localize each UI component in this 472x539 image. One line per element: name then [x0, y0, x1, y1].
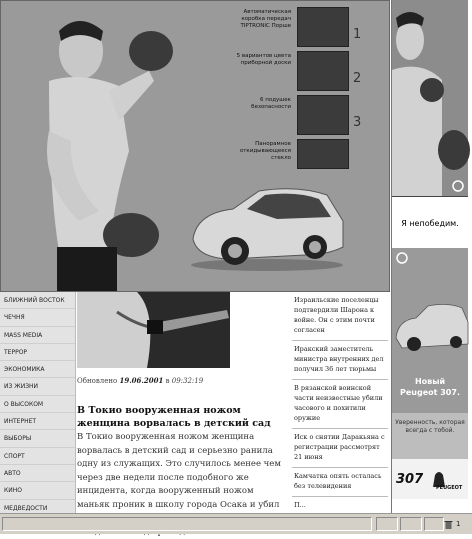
news-item[interactable]: П...	[292, 497, 388, 516]
article-photo[interactable]	[77, 292, 230, 368]
feature-thumbnail	[297, 95, 349, 135]
feature-item[interactable]: Автоматическая коробка передач TIPTRONIC Порше 1	[231, 5, 381, 49]
news-item[interactable]: Камчатка опять осталась без телевидения	[292, 468, 388, 497]
feature-item[interactable]: 5 вариантов цвета приборной доски 2	[231, 49, 381, 93]
ad-model-name: Новый Peugeot 307.	[400, 377, 460, 397]
boxer-side-image	[392, 0, 468, 196]
main-article	[77, 292, 287, 513]
section-nav	[0, 292, 76, 513]
boxer-image	[19, 11, 169, 291]
trash-icon	[444, 520, 453, 529]
article-time: 09:32:19	[171, 377, 204, 385]
feature-thumbnail	[297, 139, 349, 169]
feature-item[interactable]: 6 подушек безопасности 3	[231, 93, 381, 137]
side-banner-ad[interactable]	[391, 0, 468, 513]
feature-thumbnail	[297, 51, 349, 91]
article-date: 19.06.2001	[119, 376, 164, 385]
nav-item[interactable]: MASS MEDIA	[0, 327, 75, 344]
status-bar	[0, 513, 472, 534]
feature-item[interactable]: Панорамное откидывающееся стекло	[231, 137, 381, 181]
logo-text: 307	[396, 471, 424, 487]
ad-brand: PEUGEOT	[436, 485, 463, 491]
ad-logo	[392, 459, 468, 499]
article-body: В Токио вооруженная ножом женщина ворвалась в детский сад и серьезно ранила одну из служащих. Это случилось менее чем через две недели после подобного же инцидента, когда вооруженный ножом маньяк проник в школу города Осака и убил	[77, 432, 281, 510]
boxer-side-graphic	[392, 0, 468, 196]
nav-item[interactable]: ВЫБОРЫ	[0, 430, 75, 447]
article-photo-graphic	[77, 292, 230, 368]
ad-tagline: Уверенность, которая всегда с тобой.	[392, 413, 468, 459]
ad-slogan: Я непобедим.	[392, 196, 468, 249]
car-image	[187, 181, 349, 273]
nav-item[interactable]: ИНТЕРНЕТ	[0, 413, 75, 430]
nav-item[interactable]: О ВЫСОКОМ	[0, 396, 75, 413]
article-meta: Обновлено 19.06.2001 в 09:32:19	[77, 376, 204, 385]
news-item[interactable]: Иск о снятии Даракьяна с регистрации рассмотрят 21 июня	[292, 429, 388, 468]
nav-item[interactable]: МЕДВЕДОСТИ	[0, 500, 75, 517]
status-well	[424, 517, 444, 531]
nav-item[interactable]: ЭКОНОМИКА	[0, 361, 75, 378]
feature-thumbnail	[297, 7, 349, 47]
nav-item[interactable]: ИЗ ЖИЗНИ	[0, 378, 75, 395]
status-well	[376, 517, 398, 531]
nav-item[interactable]: СПОРТ	[0, 448, 75, 465]
nav-item[interactable]: БЛИЖНИЙ ВОСТОК	[0, 292, 75, 309]
news-item[interactable]: Израильские поселенцы подтвердили Шарона к войне. Он с этим почти согласен	[292, 292, 388, 341]
article-headline[interactable]: В Токио вооруженная ножом женщина ворвалась в детский сад	[77, 405, 271, 429]
security-zone[interactable]: 1	[444, 517, 468, 531]
news-list	[292, 292, 388, 513]
feature-list	[231, 5, 381, 181]
news-item[interactable]: Иракский заместитель министра внутренних дел получил 36 лет тюрьмы	[292, 341, 388, 380]
main-banner-ad[interactable]	[0, 0, 390, 292]
status-well	[400, 517, 422, 531]
nav-item[interactable]: КИНО	[0, 482, 75, 499]
nav-item[interactable]: ТЕРРОР	[0, 344, 75, 361]
status-text-well	[2, 517, 372, 531]
news-item[interactable]: В рязанской воинской части неизвестные убили часового и похитили оружие	[292, 380, 388, 429]
nav-item[interactable]: АВТО	[0, 465, 75, 482]
nav-item[interactable]: ЧЕЧНЯ	[0, 309, 75, 326]
